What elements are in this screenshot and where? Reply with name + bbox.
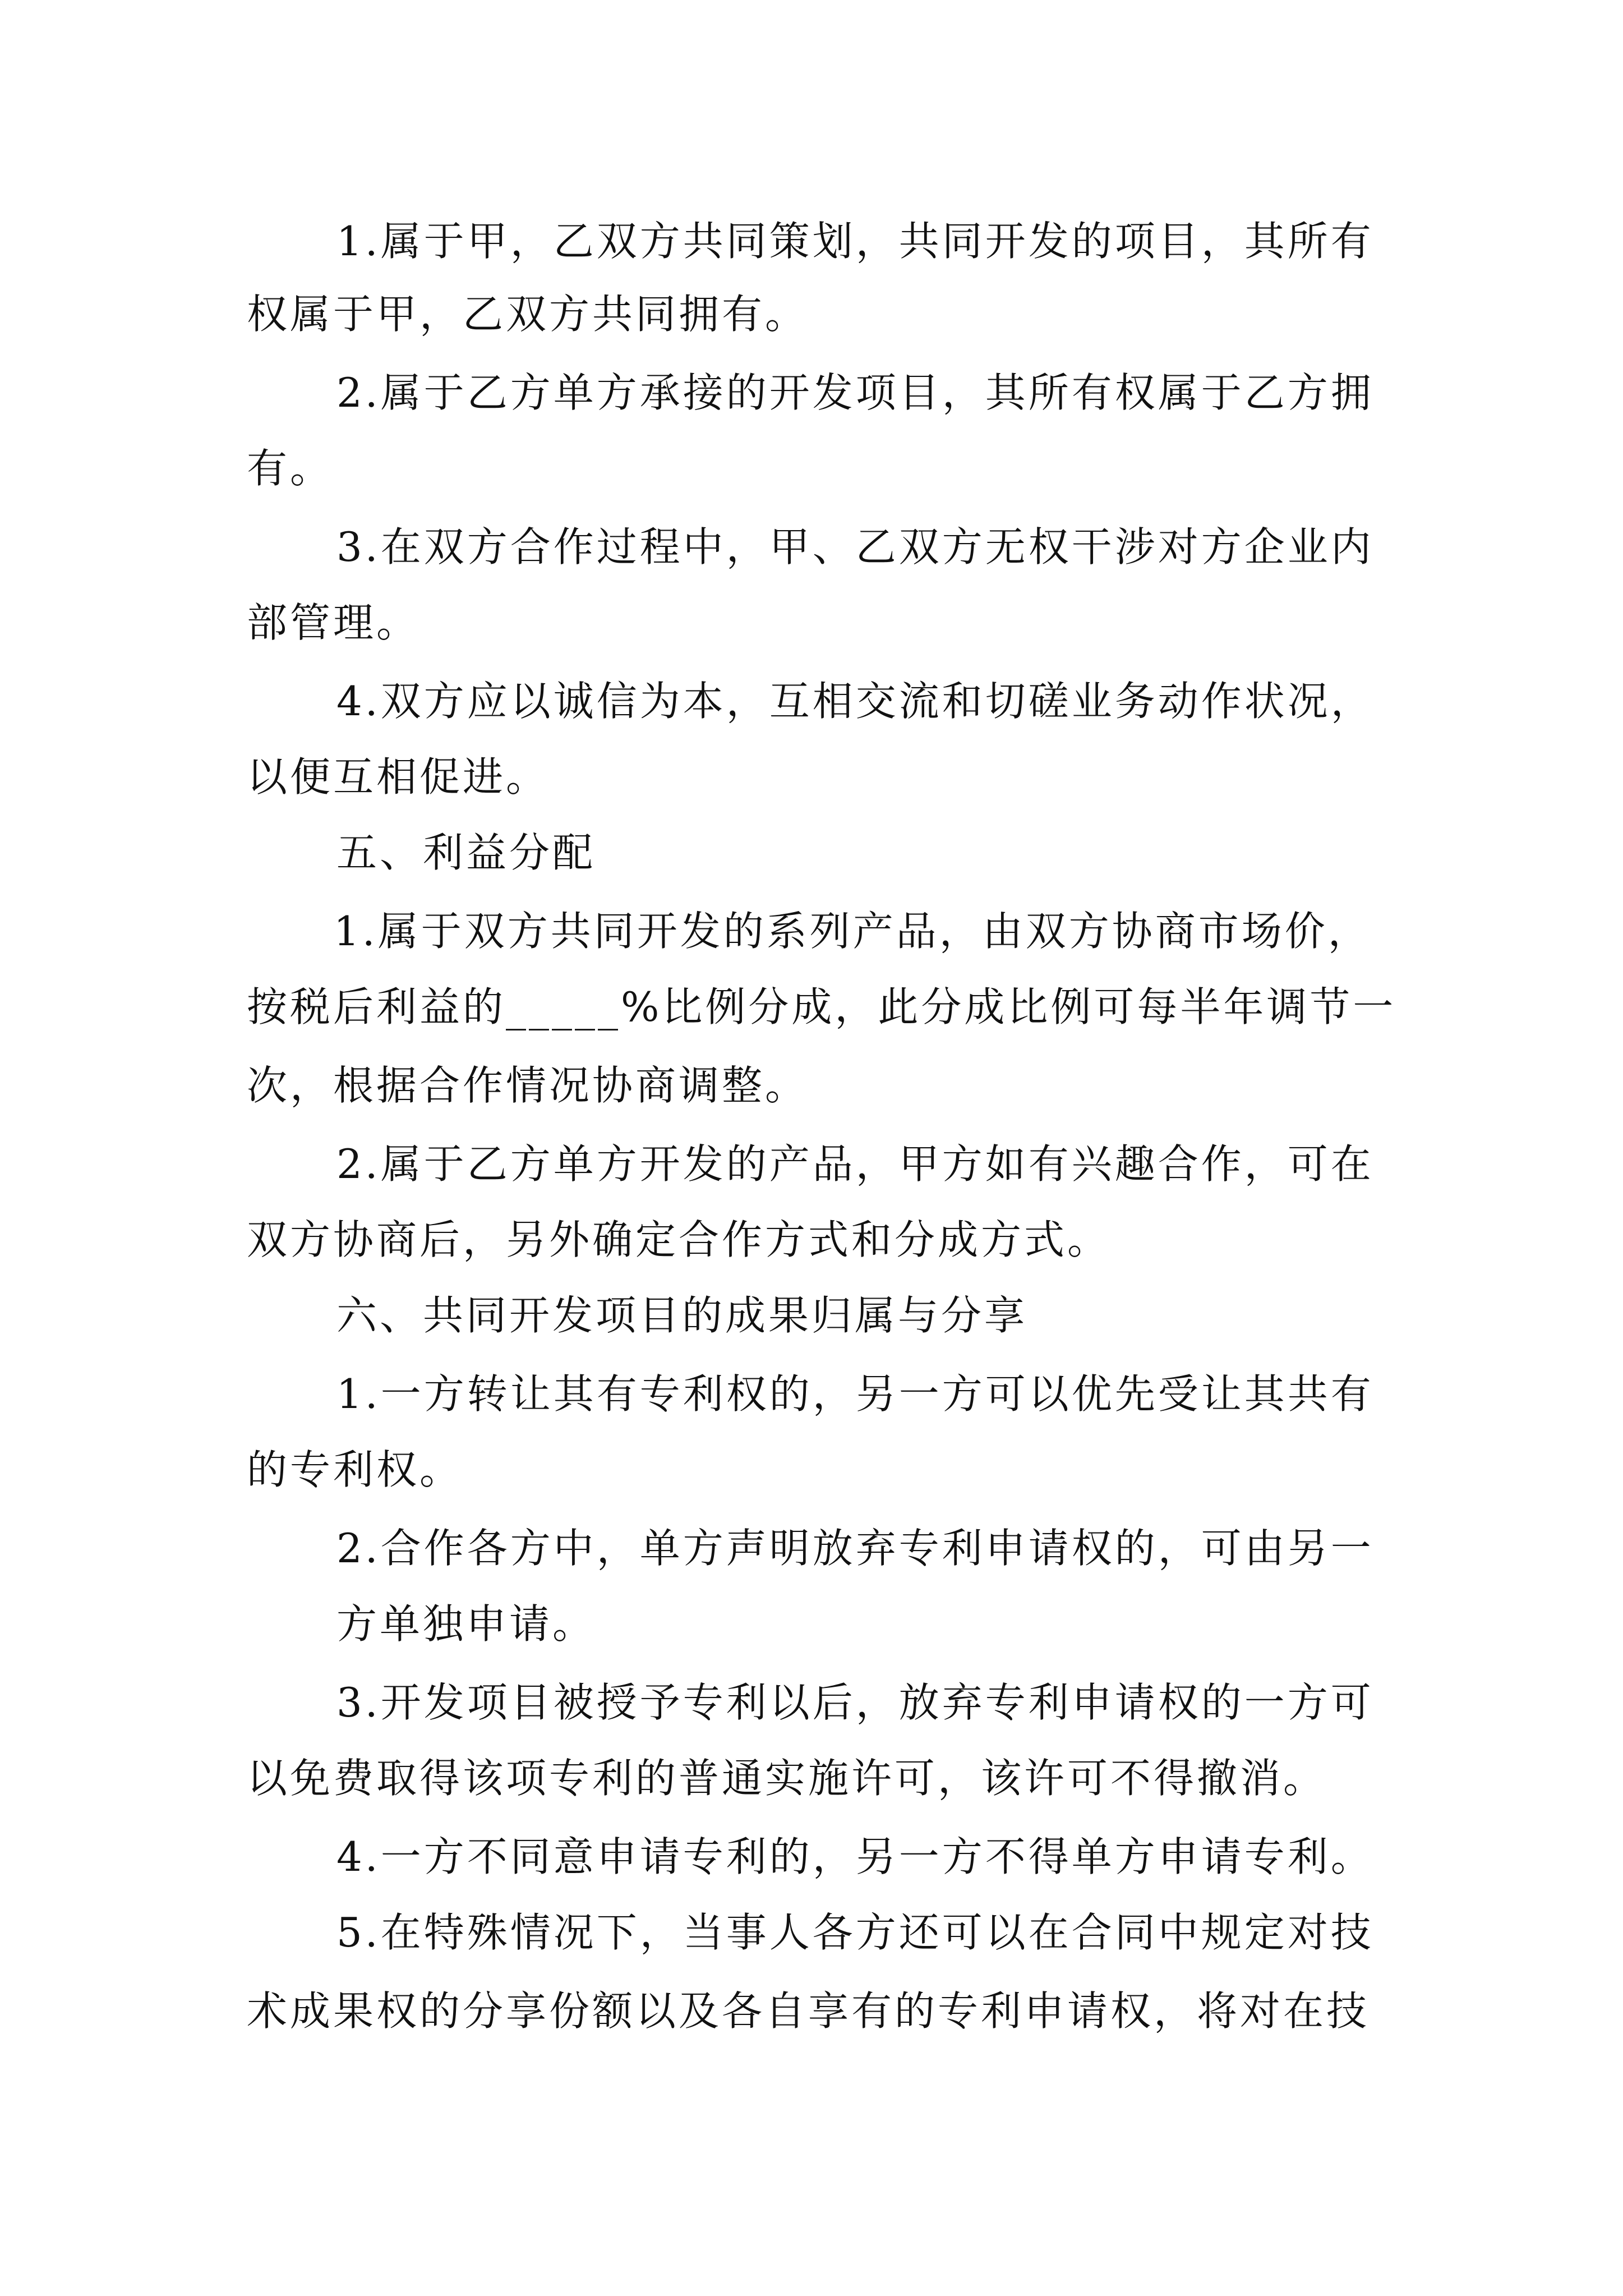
clause-4-3-line-1: 3.在双方合作过程中，甲、乙双方无权干涉对方企业内 xyxy=(336,523,1374,570)
clause-6-2-line-2: 方单独申请。 xyxy=(336,1600,596,1648)
clause-6-4-line-1: 4.一方不同意申请专利的，另一方不得单方申请专利。 xyxy=(336,1833,1374,1880)
clause-6-2-line-1: 2.合作各方中，单方声明放弃专利申请权的，可由另一 xyxy=(336,1525,1374,1572)
clause-6-5-line-1: 5.在特殊情况下，当事人各方还可以在合同中规定对技 xyxy=(336,1909,1374,1956)
clause-6-3-line-1: 3.开发项目被授予专利以后，放弃专利申请权的一方可 xyxy=(336,1679,1374,1726)
clause-4-1-line-1: 1.属于甲，乙双方共同策划，共同开发的项目，其所有 xyxy=(336,218,1374,265)
clause-6-1-line-2: 的专利权。 xyxy=(247,1446,463,1493)
clause-5-2-line-1: 2.属于乙方单方开发的产品，甲方如有兴趣合作，可在 xyxy=(336,1140,1374,1188)
clause-6-5-line-2: 术成果权的分享份额以及各自享有的专利申请权，将对在技 xyxy=(247,1987,1370,2035)
clause-4-2-line-1: 2.属于乙方单方承接的开发项目，其所有权属于乙方拥 xyxy=(336,369,1374,416)
clause-4-1-line-2: 权属于甲，乙双方共同拥有。 xyxy=(247,291,809,338)
clause-5-2-line-2: 双方协商后，另外确定合作方式和分成方式。 xyxy=(247,1216,1111,1263)
clause-6-1-line-1: 1.一方转让其有专利权的，另一方可以优先受让其共有 xyxy=(336,1370,1374,1418)
clause-5-1-line-2: 按税后利益的_____%比例分成，此分成比例可每半年调节一 xyxy=(247,983,1396,1030)
clause-4-4-line-1: 4.双方应以诚信为本，互相交流和切磋业务动作状况， xyxy=(336,678,1374,725)
clause-4-4-line-2: 以便互相促进。 xyxy=(247,753,550,800)
section-5-heading: 五、利益分配 xyxy=(336,829,596,876)
clause-4-3-line-2: 部管理。 xyxy=(247,599,420,646)
clause-6-3-line-2: 以免费取得该项专利的普通实施许可，该许可不得撤消。 xyxy=(247,1755,1327,1802)
clause-5-1-line-1: 1.属于双方共同开发的系列产品，由双方协商市场价， xyxy=(334,908,1371,955)
section-6-heading: 六、共同开发项目的成果归属与分享 xyxy=(336,1292,1028,1339)
clause-4-2-line-2: 有。 xyxy=(247,445,334,492)
clause-5-1-line-3: 次，根据合作情况协商调整。 xyxy=(247,1062,809,1109)
